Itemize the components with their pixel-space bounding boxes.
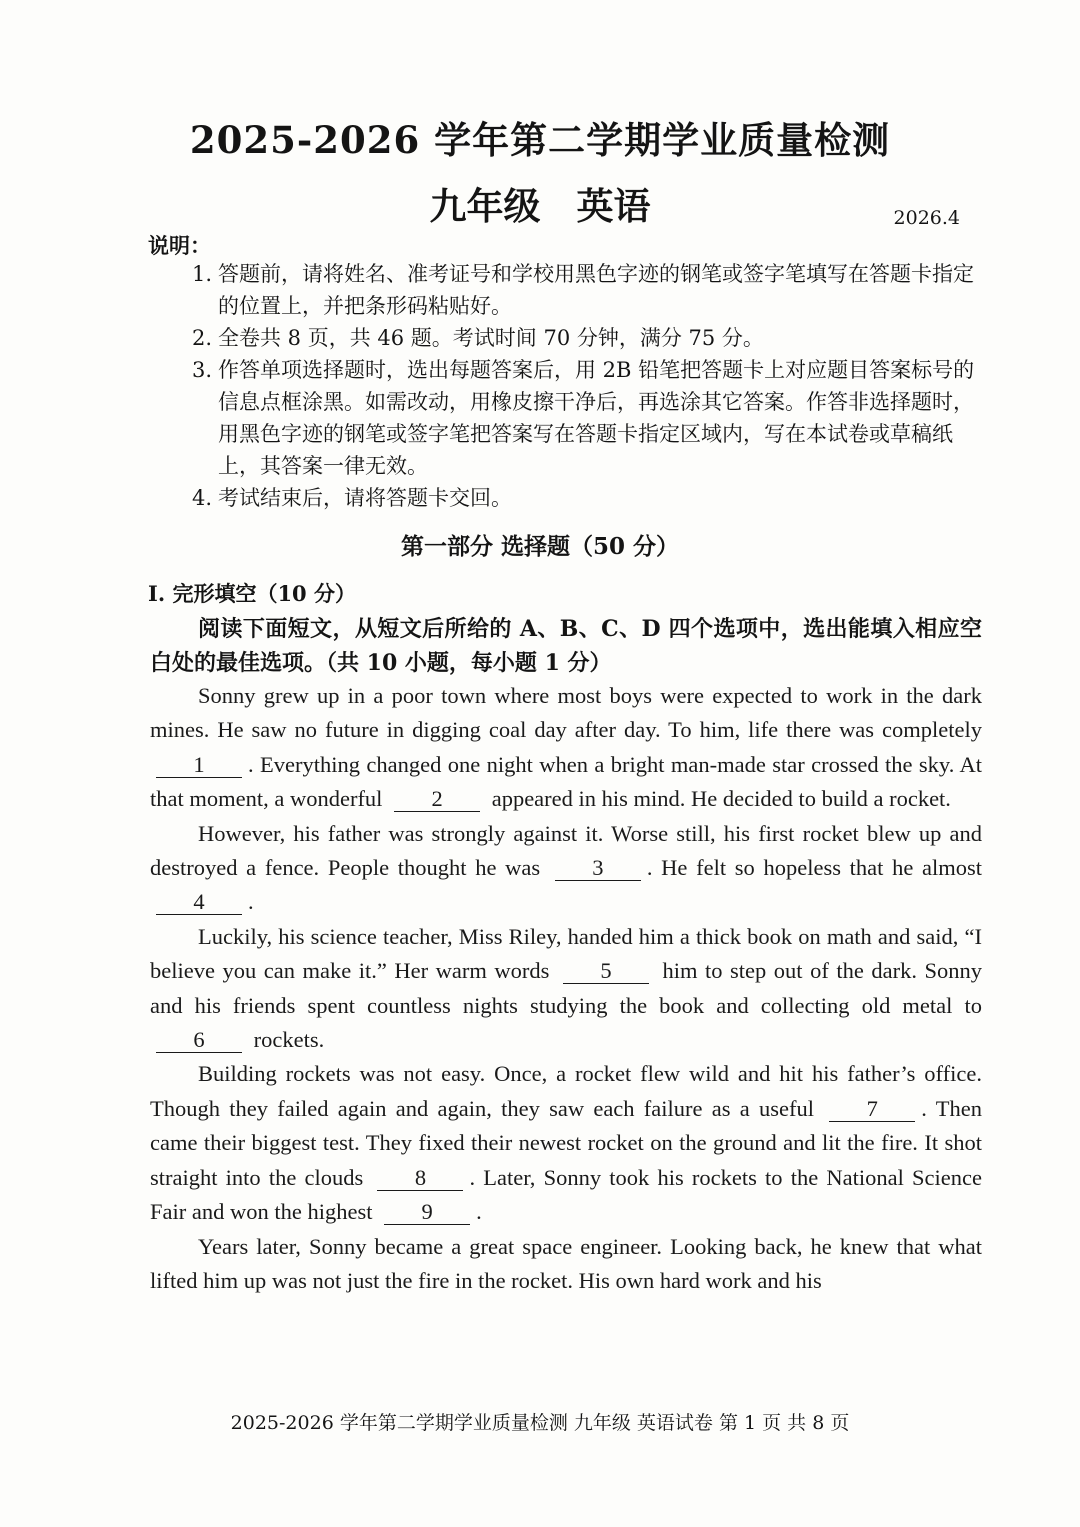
passage-text: . Later, Sonny took his rockets to the National Science Fair and won the highest (150, 1164, 982, 1225)
passage-text: . (476, 1199, 482, 1225)
exam-title: 2025-2026 学年第二学期学业质量检测 (189, 118, 891, 162)
passage-text: . (248, 889, 254, 915)
note-number: 2. (192, 326, 213, 350)
passage-text: . He felt so hopeless that he almost (646, 855, 983, 881)
note-item (192, 482, 992, 514)
passage-text: Years later, Sonny became a great space engineer. Looking back, he knew that what lifted him up was not just the fire in the rocket. His own hard work and his (150, 1233, 982, 1293)
blank-4: 4 (156, 890, 242, 915)
cloze-passage (150, 679, 982, 1298)
blank-8: 8 (377, 1166, 463, 1191)
paragraph-3 (150, 920, 982, 1058)
note-text: 答题前，请将姓名、准考证号和学校用黑色字迹的钢笔或签字笔填写在答题卡指定的位置上，并把条形码粘贴好。 (218, 262, 974, 318)
note-text: 考试结束后，请将答题卡交回。 (218, 486, 512, 510)
passage-text: However, his father was strongly against it. Worse still, his first rocket blew up and destroyed a fence. People thought he was (150, 820, 982, 881)
paragraph-4 (150, 1057, 982, 1229)
section-heading: I. 完形填空（10 分） (148, 581, 356, 606)
note-number: 1. (192, 262, 213, 286)
passage-text: rockets. (253, 1027, 325, 1053)
passage-text: him to step out of the dark. Sonny and his friends spent countless nights studying the book and collecting old metal to (150, 958, 982, 1018)
note-item (192, 258, 992, 322)
notes-list (192, 258, 992, 514)
note-item (192, 354, 992, 482)
notes-heading: 说明： (148, 233, 211, 258)
note-item (192, 322, 992, 354)
blank-3: 3 (555, 856, 641, 881)
note-text: 全卷共 8 页，共 46 题。考试时间 70 分钟，满分 75 分。 (218, 326, 764, 350)
subject-label: 英语 (576, 184, 651, 228)
passage-text: Sonny grew up in a poor town where most boys were expected to work in the dark mines. He saw no future in digging coal day after day. To him, life there was completely (150, 683, 982, 743)
blank-1: 1 (156, 753, 242, 778)
passage-text: . Then came their biggest test. They fixed their newest rocket on the ground and lit the fire. It shot straight into the clouds (150, 1095, 982, 1190)
passage-text: Building rockets was not easy. Once, a rocket flew wild and hit his father’s office. Though they failed again and again, they saw each failure as a useful (150, 1061, 982, 1121)
note-number: 3. (192, 358, 213, 382)
grade-label: 九年级 (429, 184, 541, 228)
part-title: 第一部分 选择题（50 分） (400, 533, 680, 560)
page-footer: 2025-2026 学年第二学期学业质量检测 九年级 英语试卷 第 1 页 共 8 页 (230, 1412, 850, 1434)
blank-9: 9 (384, 1200, 470, 1225)
blank-5: 5 (563, 959, 649, 984)
paragraph-1 (150, 679, 982, 817)
blank-7: 7 (829, 1097, 915, 1122)
blank-6: 6 (156, 1028, 242, 1053)
passage-text: Luckily, his science teacher, Miss Riley, handed him a thick book on math and said, “I believe you can make it.” Her warm words (150, 923, 982, 984)
paragraph-5 (150, 1230, 982, 1299)
passage-text: appeared in his mind. He decided to build a rocket. (491, 786, 951, 812)
blank-2: 2 (394, 787, 480, 812)
note-text: 作答单项选择题时，选出每题答案后，用 2B 铅笔把答题卡上对应题目答案标号的信息点框涂黑。如需改动，用橡皮擦干净后，再选涂其它答案。作答非选择题时，用黑色字迹的钢笔或签字笔把答案写在答题卡指定区域内，写在本试卷或草稿纸上，其答案一律无效。 (218, 358, 975, 478)
exam-date: 2026.4 (893, 207, 960, 229)
note-number: 4. (192, 486, 213, 510)
section-instruction: 阅读下面短文，从短文后所给的 A、B、C、D 四个选项中，选出能填入相应空白处的最佳选项。（共 10 小题，每小题 1 分） (150, 616, 982, 676)
paragraph-2 (150, 817, 982, 920)
passage-text: . Everything changed one night when a bright man-made star crossed the sky. At that moment, a wonderful (150, 751, 982, 812)
